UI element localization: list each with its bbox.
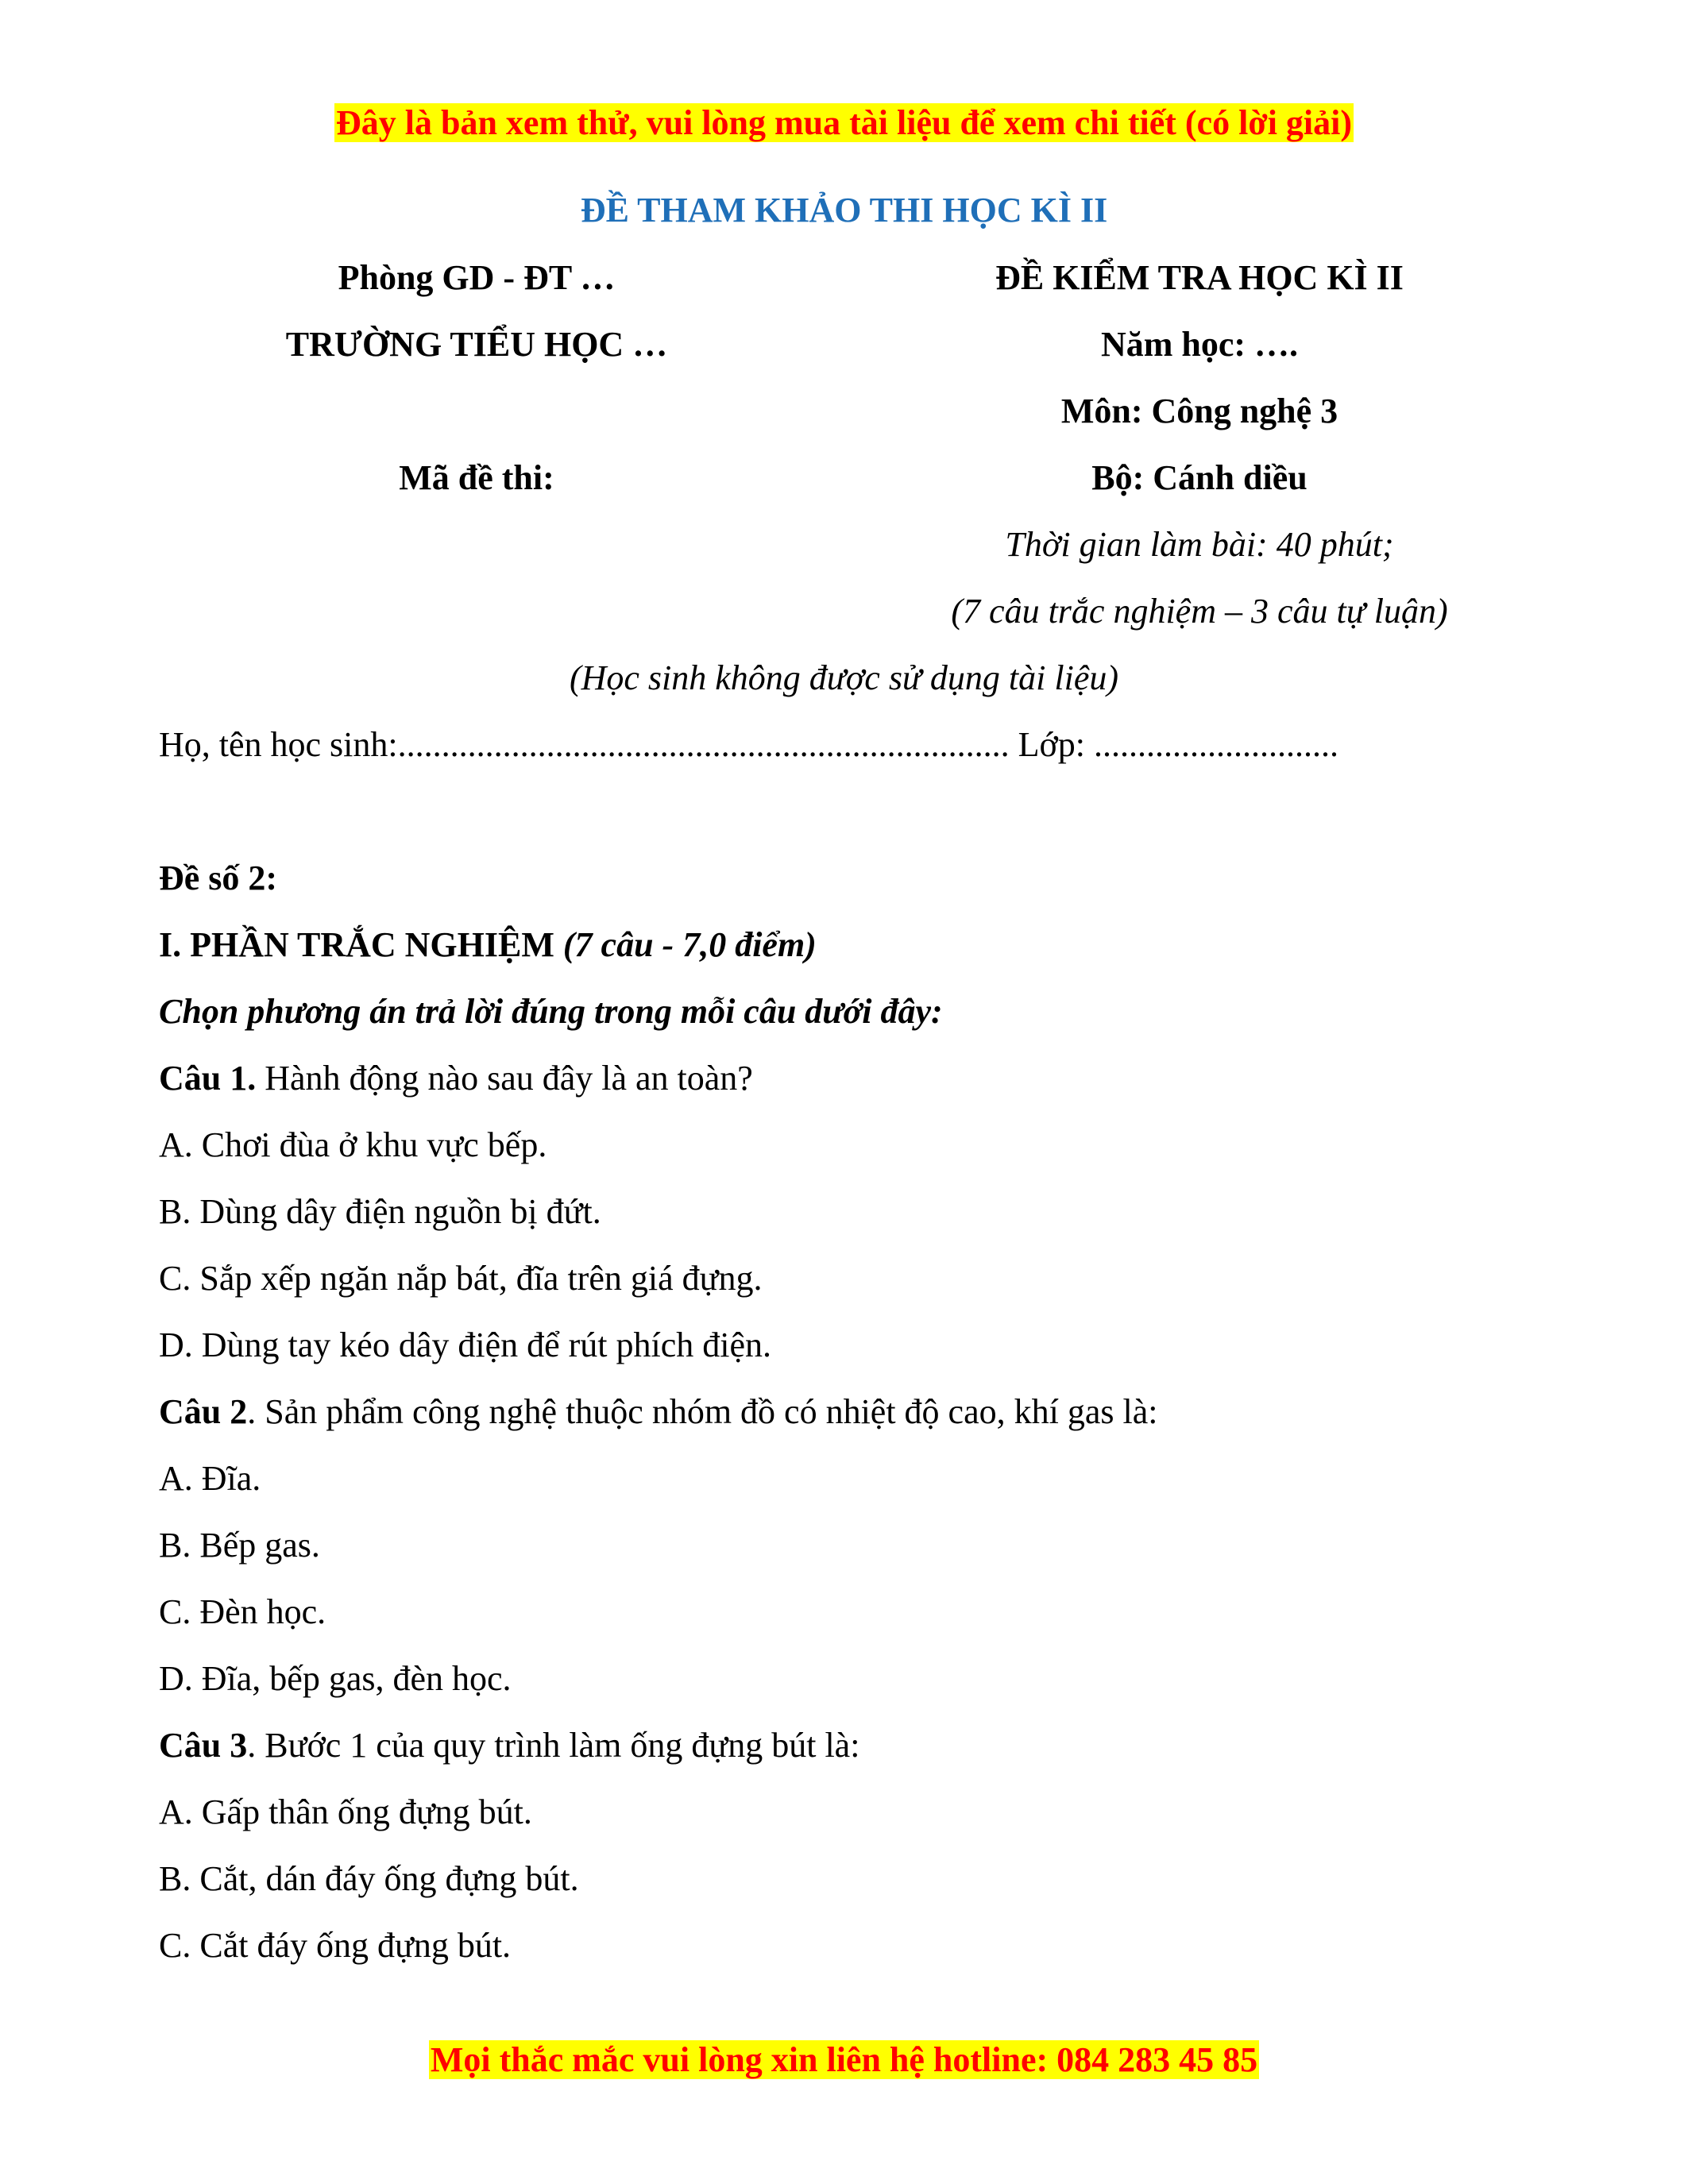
answer-option: B. Cắt, dán đáy ống đựng bút. [159,1859,579,1898]
exam-code: Mã đề thi: [399,458,554,497]
question-3 [159,1723,859,1768]
exam-structure: (7 câu trắc nghiệm – 3 câu tự luận) [951,592,1448,631]
subject: Môn: Công nghệ 3 [1060,392,1338,430]
section-instruction: Chọn phương án trả lời đúng trong mỗi câu dưới đây: [159,992,943,1031]
answer-option: C. Đèn học. [159,1592,326,1631]
school-year: Năm học: …. [1100,325,1299,364]
question-1 [159,1056,753,1101]
exam-duration: Thời gian làm bài: 40 phút; [1005,525,1394,564]
answer-option: A. Chơi đùa ở khu vực bếp. [159,1125,547,1164]
answer-option: D. Đĩa, bếp gas, đèn học. [159,1659,512,1698]
student-info-line: Họ, tên học sinh:...................................................................... Lớp: ............................ [159,725,1338,764]
question-text: . Sản phẩm công nghệ thuộc nhóm đồ có nhiệt độ cao, khí gas là: [247,1392,1158,1431]
answer-option: C. Sắp xếp ngăn nắp bát, đĩa trên giá đựng. [159,1259,763,1298]
answer-option: A. Đĩa. [159,1459,261,1498]
exam-name: ĐỀ KIỂM TRA HỌC KÌ II [995,258,1404,297]
section-points: (7 câu - 7,0 điểm) [562,925,817,964]
no-materials-note: (Học sinh không được sử dụng tài liệu) [569,658,1119,697]
question-text: Hành động nào sau đây là an toàn? [256,1059,753,1098]
answer-option: D. Dùng tay kéo dây điện để rút phích điện. [159,1325,772,1364]
document-title: ĐỀ THAM KHẢO THI HỌC KÌ II [580,191,1108,230]
section-title: I. PHẦN TRẮC NGHIỆM [159,925,554,964]
answer-option: A. Gấp thân ống đựng bút. [159,1792,532,1831]
answer-option: B. Bếp gas. [159,1526,320,1565]
footer-hotline-line [0,2038,1688,2082]
preview-notice-line [0,101,1688,145]
question-2 [159,1390,1157,1434]
footer-hotline: Mọi thắc mắc vui lòng xin liên hệ hotline: 084 283 45 85 [430,2040,1258,2079]
question-label: Câu 2 [159,1392,248,1431]
preview-notice: Đây là bản xem thử, vui lòng mua tài liệu để xem chi tiết (có lời giải) [335,103,1353,142]
school-name: TRƯỜNG TIỂU HỌC … [285,325,668,364]
answer-option: C. Cắt đáy ống đựng bút. [159,1926,512,1965]
question-label: Câu 1. [159,1059,257,1098]
exam-number: Đề số 2: [159,859,278,897]
department-name: Phòng GD - ĐT … [338,258,616,297]
answer-option: B. Dùng dây điện nguồn bị đứt. [159,1192,601,1231]
book-series: Bộ: Cánh diều [1091,458,1308,497]
question-label: Câu 3 [159,1726,248,1765]
section-heading [159,923,817,967]
question-text: . Bước 1 của quy trình làm ống đựng bút là: [247,1726,860,1765]
